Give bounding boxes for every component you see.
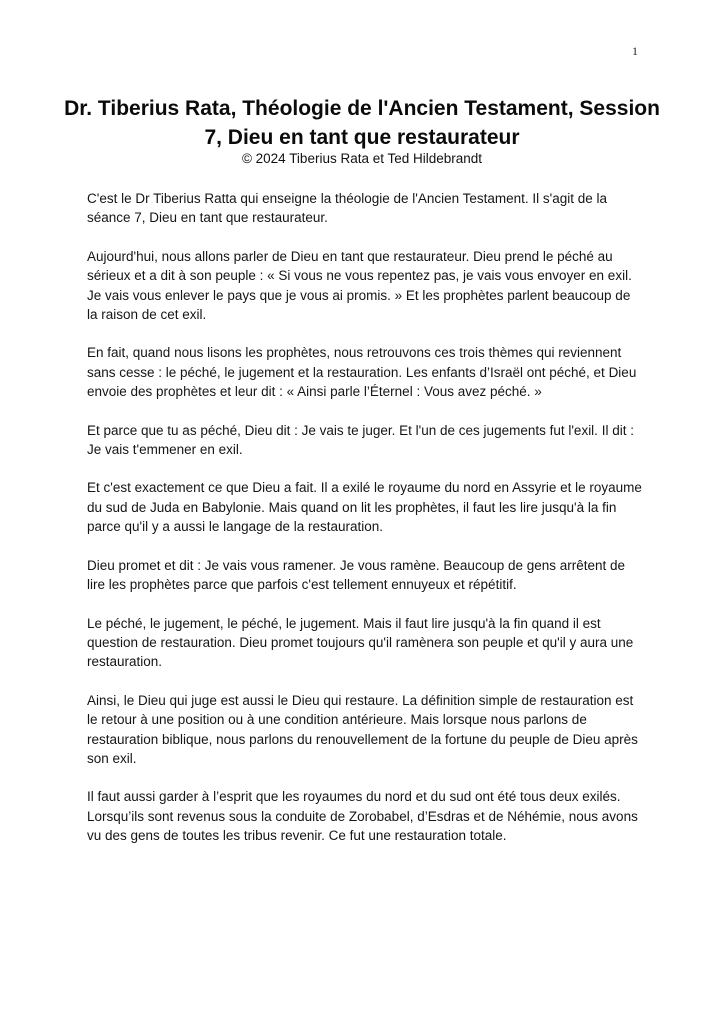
copyright-line: © 2024 Tiberius Rata et Ted Hildebrandt [241, 151, 483, 166]
paragraph: Ainsi, le Dieu qui juge est aussi le Dieu qui restaure. La définition simple de restauration est le retour à une position ou à une condition antérieure. Mais lorsque nous parlons de restauration biblique, nous parlons du renouvellement de la fortune du peuple de Dieu après son exil. [87, 692, 638, 766]
paragraph: Et parce que tu as péché, Dieu dit : Je vais te juger. Et l'un de ces jugements fut l'exil. Il dit : Je vais t'emmener en exil. [87, 422, 634, 458]
paragraph: En fait, quand nous lisons les prophètes, nous retrouvons ces trois thèmes qui reviennent sans cesse : le péché, le jugement et la restauration. Les enfants d’Israël ont péché, et Dieu envoie des prophètes et leur dit : « Ainsi parle l’Éternel : Vous avez péché. » [87, 345, 637, 400]
paragraph: Le péché, le jugement, le péché, le jugement. Mais il faut lire jusqu'à la fin quand il est question de restauration. Dieu promet toujours qu'il ramènera son peuple et qu'il y aura une restauration. [87, 615, 634, 670]
document-body [87, 189, 643, 865]
page-number: 1 [632, 44, 638, 58]
paragraph: Il faut aussi garder à l’esprit que les royaumes du nord et du sud ont été tous deux exilés. Lorsqu’ils sont revenus sous la conduite de Zorobabel, d’Esdras et de Néhémie, nous avons vu des gens de toutes les tribus revenir. Ce fut une restauration totale. [87, 789, 638, 844]
paragraph: Et c'est exactement ce que Dieu a fait. Il a exilé le royaume du nord en Assyrie et le royaume du sud de Juda en Babylonie. Mais quand on lit les prophètes, il faut les lire jusqu'à la fin parce qu'il y a aussi le langage de la restauration. [87, 480, 642, 535]
paragraph: Dieu promet et dit : Je vais vous ramener. Je vous ramène. Beaucoup de gens arrêtent de lire les prophètes parce que parfois c'est tellement ennuyeux et répétitif. [87, 557, 626, 593]
paragraph: Aujourd'hui, nous allons parler de Dieu en tant que restaurateur. Dieu prend le péché au sérieux et a dit à son peuple : « Si vous ne vous repentez pas, je vais vous envoyer en exil. Je vais vous enlever le pays que je vous ai promis. » Et les prophètes parlent beaucoup de la raison de cet exil. [87, 248, 632, 323]
paragraph: C'est le Dr Tiberius Ratta qui enseigne la théologie de l'Ancien Testament. Il s'agit de la séance 7, Dieu en tant que restaurateur. [87, 191, 608, 226]
document-title: Dr. Tiberius Rata, Théologie de l'Ancien Testament, Session 7, Dieu en tant que restaurateur [64, 97, 660, 149]
